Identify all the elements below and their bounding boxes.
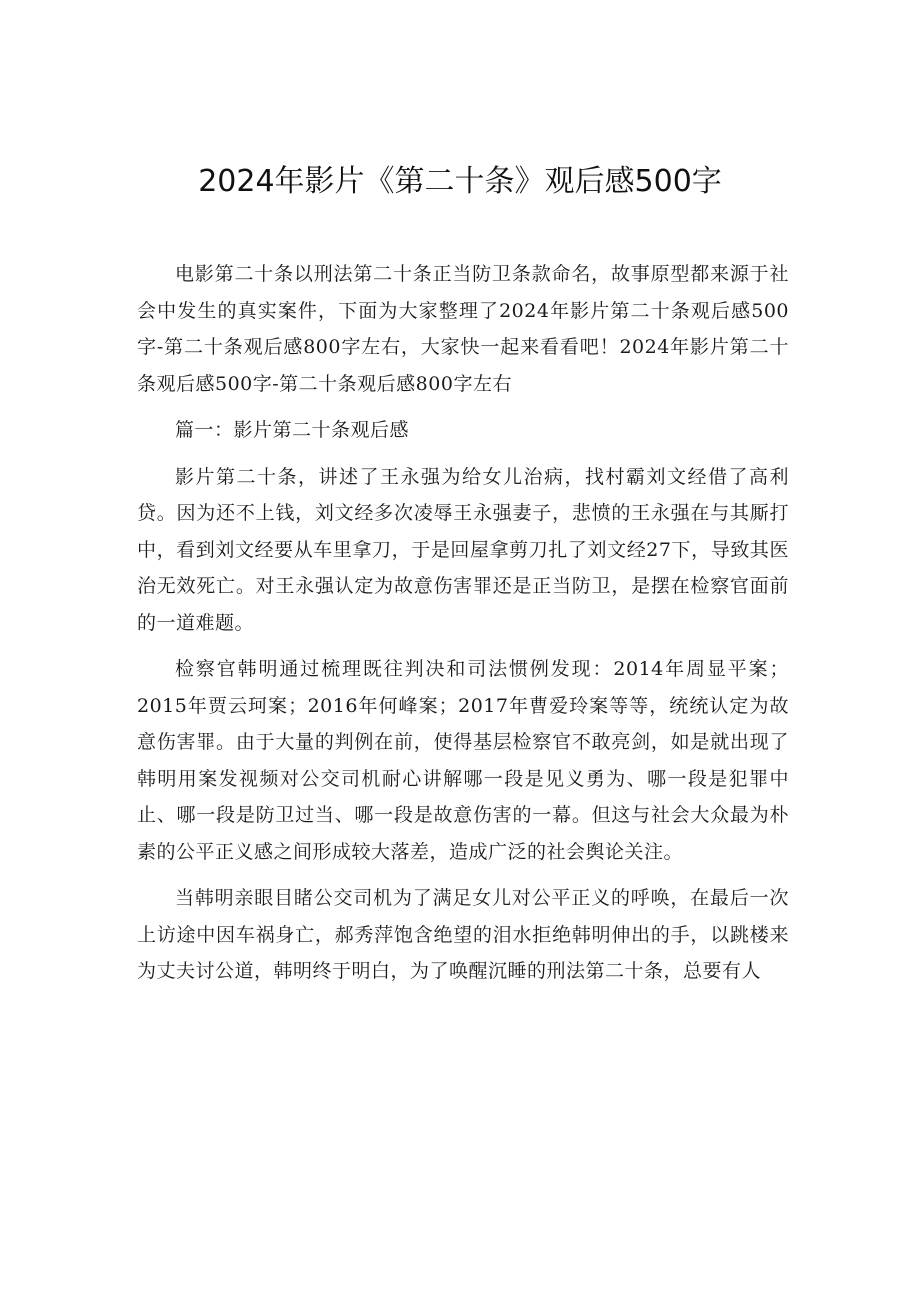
document-title: 2024年影片《第二十条》观后感500字 <box>198 164 722 199</box>
intro-paragraph: 电影第二十条以刑法第二十条正当防卫条款命名，故事原型都来源于社会中发生的真实案件，下面为大家整理了2024年影片第二十条观后感500字-第二十条观后感800字左右，大家快一起来看看吧！2024年影片第二十条观后感500字-第二十条观后感800字左右 <box>137 263 789 395</box>
document-body <box>137 256 789 990</box>
body-paragraph: 检察官韩明通过梳理既往判决和司法惯例发现：2014年周显平案；2015年贾云珂案；2016年何峰案；2017年曹爱玲案等等，统统认定为故意伤害罪。由于大量的判例在前，使得基层检察官不敢亮剑，如是就出现了韩明用案发视频对公交司机耐心讲解哪一段是见义勇为、哪一段是犯罪中止、哪一段是防卫过当、哪一段是故意伤害的一幕。但这与社会大众最为朴素的公平正义感之间形成较大落差，造成广泛的社会舆论关注。 <box>137 658 789 863</box>
body-paragraph: 影片第二十条，讲述了王永强为给女儿治病，找村霸刘文经借了高利贷。因为还不上钱，刘文经多次凌辱王永强妻子，悲愤的王永强在与其厮打中，看到刘文经要从车里拿刀，于是回屋拿剪刀扎了刘文经27下，导致其医治无效死亡。对王永强认定为故意伤害罪还是正当防卫，是摆在检察官面前的一道难题。 <box>137 465 789 634</box>
body-paragraph: 当韩明亲眼目睹公交司机为了满足女儿对公平正义的呼唤，在最后一次上访途中因车祸身亡，郝秀萍饱含绝望的泪水拒绝韩明伸出的手，以跳楼来为丈夫讨公道，韩明终于明白，为了唤醒沉睡的刑法第二十条，总要有人 <box>137 887 789 982</box>
section-heading: 篇一：影片第二十条观后感 <box>175 419 410 441</box>
